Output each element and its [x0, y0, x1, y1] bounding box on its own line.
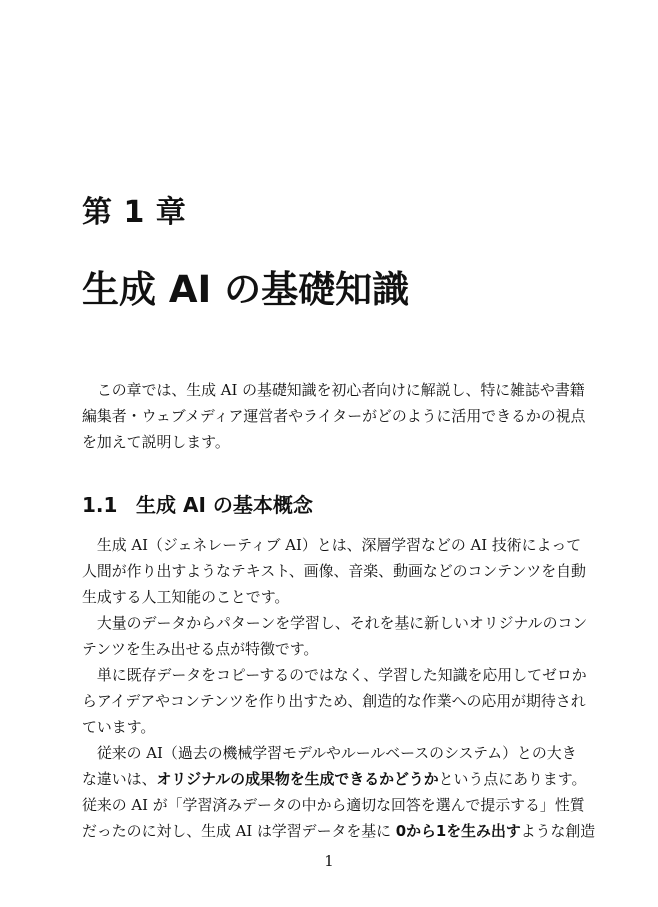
body-line: 大量のデータからパターンを学習し、それを基に新しいオリジナルのコン: [82, 614, 588, 632]
body-text-segment: という点にあります。: [438, 770, 587, 788]
chapter-title: 生成 AI の基礎知識: [82, 268, 410, 311]
body-line: テンツを生み出せる点が特徴です。: [82, 640, 319, 658]
body-text-segment: だったのに対し、生成 AI は学習データを基に: [82, 822, 396, 840]
body-line: らアイデアやコンテンツを作り出すため、創造的な作業への応用が期待され: [82, 692, 586, 710]
intro-line: を加えて説明します。: [82, 433, 230, 451]
emphasis-text: 0から1を生み出す: [395, 822, 521, 840]
body-text-segment: ような創造: [520, 822, 596, 840]
body-line: 従来の AI が「学習済みデータの中から適切な回答を選んで提示する」性質: [82, 796, 585, 814]
section-number: 1.1: [82, 493, 118, 517]
section-heading: [82, 488, 313, 522]
intro-paragraph: [82, 377, 586, 455]
intro-line: 編集者・ウェブメディア運営者やライターがどのように活用できるかの視点: [82, 407, 586, 425]
chapter-label: 第 1 章: [82, 195, 187, 230]
body-line: 人間が作り出すようなテキスト、画像、音楽、動画などのコンテンツを自動: [82, 562, 586, 580]
body-line: 生成する人工知能のことです。: [82, 588, 290, 606]
intro-line: この章では、生成 AI の基礎知識を初心者向けに解説し、特に雑誌や書籍: [82, 381, 585, 399]
body-line: 生成 AI（ジェネレーティブ AI）とは、深層学習などの AI 技術によって: [82, 536, 582, 554]
body-line: 従来の AI（過去の機械学習モデルやルールベースのシステム）との大き: [82, 744, 577, 762]
body-line: 単に既存データをコピーするのではなく、学習した知識を応用してゼロか: [82, 666, 587, 684]
emphasis-text: オリジナルの成果物を生成できるかどうか: [156, 770, 439, 788]
body-line: ています。: [82, 718, 156, 736]
section-title: 生成 AI の基本概念: [136, 493, 313, 517]
section-body: [82, 532, 596, 844]
body-line: [82, 766, 587, 792]
body-line: [82, 818, 596, 844]
page-number: 1: [324, 852, 334, 870]
body-text-segment: な違いは、: [82, 770, 157, 788]
